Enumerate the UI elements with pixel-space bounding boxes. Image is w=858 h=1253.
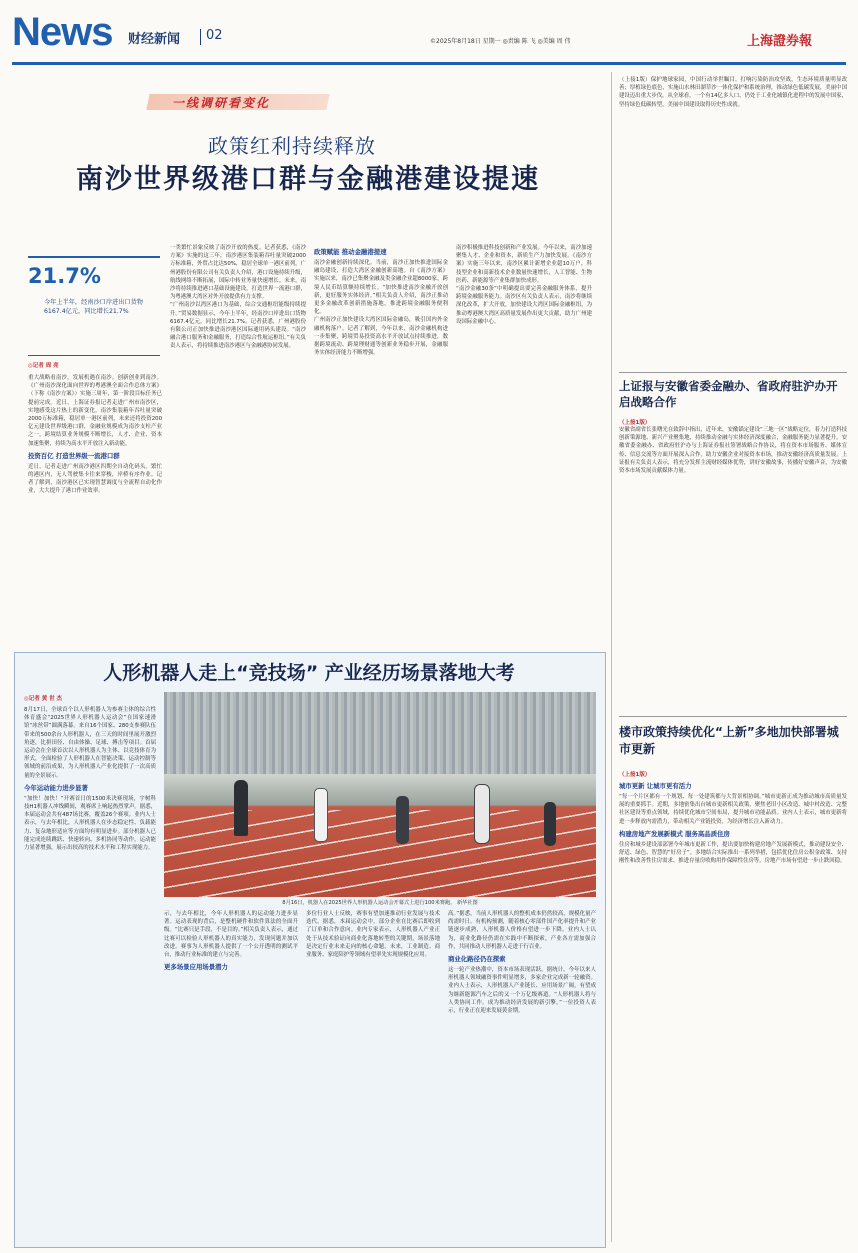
story3-subhead-a: 城市更新 让城市更有活力 [619,782,692,790]
stat-box [28,256,160,348]
stadium-crowd [164,692,596,774]
robot-race-photo [164,692,596,897]
right-column-divider [611,72,612,1242]
lead-headline: 南沙世界级港口群与金融港建设提速 [76,164,540,195]
story3-subhead-b: 构建房地产发展新模式 服务高品质住房 [619,829,730,838]
robot-subhead-2: 更多场景应用场景潜力 [164,963,228,972]
story2-source: （上接1版） [619,420,651,426]
robot-subhead-1: 今年运动能力进步显著 [24,783,88,792]
lead-subtitle: 政策红利持续释放 [208,134,376,158]
robot-column-4: 高。”据悉，当前人形机器人的整机成本仍然较高，规模化量产尚需时日。有机构预测，随着核心零部件国产化率提升和产业链逐步成熟，人形机器人价格有望进一步下降。业内人士认为，商业化路径仍需在实践中不断探索，产业各方需加强合作，共同推动人形机器人走进千行百业。 商业化路径仍在探索 这一轮产业热潮中，资本市场表现活跃。据统计，今年以来人形机器人领域融资事件明显增多，多家企业完成新一轮融资。业内人士表示，人形机器人产业链长、应用场景广阔，有望成为继新能源汽车之后的又一个万亿级赛道。“人形机器人将与人类协同工作，成为推动经济发展的新引擎。”一位投资人表示，行业正在迎来发展黄金期。 [448,911,596,1015]
lead-byline: ◎记者 周 亮 [28,363,59,369]
paper-logo: 上海證券報 [747,34,813,49]
story3-headline: 楼市政策持续优化“上新”多地加快部署城市更新 [619,725,839,756]
robot-subhead-3: 商业化路径仍在探索 [448,955,506,964]
stat-caption: 今年上半年，经南沙口岸进出口货物6167.4亿元，同比增长21.7% [44,299,143,315]
right-rule-2 [619,716,847,717]
story2-body: （上接1版） 安徽省副省长张曙光在致辞中指出，近年来，安徽锚定建设“三地一区”战略定位，着力打造科技创新策源地、新兴产业聚集地，持续推动金融与实体经济深度融合，金融服务能力显著提升。安徽省委金融办、省政府驻沪办与上海证券报社签署战略合作协议，将在资本市场服务、媒体宣传、信息交流等方面开展深入合作，助力安徽企业对接资本市场，推动安徽经济高质量发展。上证报有关负责人表示，将充分发挥主流财经媒体优势，讲好安徽故事，传播好安徽声音，为安徽资本市场发展贡献媒体力量。 [619,420,847,475]
story2-headline: 上证报与安徽省委金融办、省政府驻沪办开启战略合作 [619,379,838,409]
story3-source: （上接1版） [619,772,651,778]
robot-byline: ◎记者 黄 世 杰 [24,696,63,702]
brand-logo: News [12,10,113,54]
section-name: 财经新闻 [128,32,181,47]
lead-column-1: 重大战略看南沙，发展机遇在南沙。创新创业到南沙。《广州南沙深化面向世界的粤港澳全面合作总体方案》（下称《南沙方案》）实施三周年，第一阶段目标任务已提前完成。近日，上海证券报记者走进广州市南沙区，实地感受这片热土的新变化。南沙集装箱年吞吐量突破2000万标准箱，稳居单一港区前列，未来还将投资200亿元建设世界级港口群，金融业规模成为南沙支柱产业之一，跨境结算业务规模不断增长，人才、企业、资本加速集聚，持续为高水平开放注入新动能。 投资百亿 打造世界级一流港口群 近日，记者走进广州南沙港区四期全自动化码头。繁忙的港区内，无人驾驶集卡往来穿梭，岸桥有序作业。记者了解到，南沙港区已实现智慧调度与全流程自动化作业，大大提升了港口作业效率。 [28,375,162,495]
robot-column-1: 8月17日，全球首个以人形机器人为参赛主体的综合性体育盛会“2025世界人形机器人运动会”在国家速滑馆“冰丝带”圆满落幕。来自16个国家、280支参赛队伍带来的500余台人形机器人，在三天的时间里展开激烈角逐，比拼田径、自由体操、足球、搏击等项目。首届运动会在全球首次以人形机器人为主体、以竞技体育为形式，全面检验了人形机器人在智能决策、运动控制等领域的前沿成果，为人形机器人产业化提供了一次高质量的全景展示。 今年运动能力进步显著 “加快！加快！”开赛首日的1500米决赛现场，宇树科技H1机器人冲线瞬间，观赛席上响起热烈掌声。据悉，本届运动会共有487场比赛，覆盖26个赛项。业内人士表示，与去年相比，人形机器人在步态稳定性、负载能力、复杂地形适应等方面均有明显进步。部分机器人已能完成连续跳跃、快速转向、多机协同等动作，运动能力显著增强，展示出较高的技术水平和工程实现能力。 [24,707,156,852]
right-column-intro: （上接1版）保护地球家园，中国行动举世瞩目。打响污染防治攻坚战，生态环境质量明显改善；厚植绿色底色，实施山水林田湖草沙一体化保护和系统治理，推动绿色低碳发展，美丽中国建设迈出重大步伐。从全球看，一个有14亿多人口、仍处于工业化城镇化进程中的发展中国家，坚持绿色低碳转型，美丽中国建设取得历史性成就。 [619,77,847,108]
lead-subhead-1: 投资百亿 打造世界级一流港口群 [28,451,120,460]
robot-headline: 人形机器人走上“竞技场” 产业经历场景落地大考 [103,662,515,684]
page-number: 02 [206,28,223,43]
lead-column-3: 政策赋能 推动金融港提速 南沙金融创新持续深化。当前，南沙正加快推进国际金融岛建设，打造大湾区金融创新高地。自《南沙方案》实施以来，南沙已集聚金融及类金融企业超8000家，跨境人民币结算额持续增长。“加快推进南沙金融开放创新，更好服务实体经济。”相关负责人介绍，南沙正推动更多金融改革创新措施落地，推进跨境金融服务便利化。 广州南沙正加快建设大湾区国际金融岛，吸引国内外金融机构落户。记者了解到，今年以来，南沙金融机构进一步集聚，跨境贸易投资高水平开放试点持续推进，数据跨境流动、跨境理财通等创新业务稳步开展，金融服务实体经济能力不断增强。 [314,248,448,357]
lead-column-4: 南沙积极推进科技创新和产业发展。今年以来，南沙加速聚集人才、企业和资本，新质生产力加快发展。《南沙方案》实施三年以来，南沙区累计新增企业超10万户，科技型企业和高新技术企业数量快速增长，人工智能、生物医药、新能源等产业集群加快成形。 “南沙金融30条”中明确提出要完善金融服务体系，提升跨境金融服务能力。南沙区有关负责人表示，南沙将继续深化改革，扩大开放，加快建设大湾区国际金融枢纽，为推动粤港澳大湾区高质量发展作出更大贡献，助力广州建设国际金融中心。 [456,245,592,325]
robot-figure-1 [234,780,248,836]
lead-subhead-2: 政策赋能 推动金融港提速 [314,248,387,256]
photo-caption: 8月16日，机器人在2025世界人形机器人运动会开幕式上进行100米赛跑。 新华社图 [282,900,478,906]
robot-figure-5 [544,802,556,846]
right-rule-1 [619,372,847,373]
kicker: 一线调研看变化 [172,96,271,110]
robot-column-2: 示，与去年相比，今年人形机器人的运动能力进步显著。运动表现的背后，是整机硬件和软件算法的全面升级。“比赛只是手段，不是目的。”相关负责人表示，通过比赛可以检验人形机器人的真实能力，发现问题并加以改进。赛事为人形机器人提供了一个公开透明的测试平台，推动行业标准的建立与完善。 更多场景应用场景潜力 [164,911,298,972]
robot-column-3: 多位行业人士反映，赛事有望加速推动行业发展与技术迭代。据悉，本届运动会中，部分企业在比赛后即收到了订单和合作意向。业内专家表示，人形机器人产业正处于从技术验证向商业化落地转型的关键期，场景落地是决定行业未来走向的核心命题。未来，工业制造、商业服务、家庭陪护等领域有望率先实现规模化应用。 [306,911,440,959]
robot-figure-2 [314,788,328,842]
stat-value: 21.7% [28,264,101,288]
story3-body: （上接1版） 城市更新 让城市更有活力 “每一个片区都有一个规划、每一处建筑都与大背景相协调。”城市更新正成为推动城市高质量发展的重要抓手。近期，多地密集出台城市更新相关政策，聚焦老旧小区改造、城中村改造、完整社区建设等重点领域，持续优化城市空间布局，提升城市功能品质。业内人士表示，城市更新将进一步释放内需潜力，带动相关产业链投资，为经济增长注入新动力。 构建房地产发展新模式 服务高品质住房 住房和城乡建设部部署今年城市更新工作，提出要加快构建房地产发展新模式，推动建设安全、舒适、绿色、智慧的“好房子”。多地结合实际推出一系列举措，包括优化住房公积金政策、支持刚性和改善性住房需求、推进存量房收购用作保障性住房等，房地产市场有望进一步止跌回稳。 [619,772,847,865]
masthead-rule [12,62,846,65]
track-lanes [164,810,596,897]
robot-figure-3 [396,796,409,844]
issue-date: ©2025年8月18日 星期一 ◎责编 陈 飞 ◎美编 周 伟 [430,38,571,45]
masthead [0,0,858,62]
robot-figure-4 [474,784,490,844]
section-divider [200,29,201,45]
lead-column-2: 一类繁忙景象反映了南沙开放的热度。记者获悉，《南沙方案》实施的这三年，南沙港区集装箱吞吐量突破2000万标准箱，外贸占比达50%，稳居全球单一港区前列。广州港股份有限公司有关负责人介绍，港口设施持续升级，航线网络不断拓展，国际中转业务量快速增长。未来，南沙将持续推进港口基础设施建设，打造世界一流港口群，为粤港澳大湾区对外开放提供有力支撑。 “广州南沙以湾区港口为基础，综合交通枢纽能级持续提升。”贸易数据显示，今年上半年，经南沙口岸进出口货物6167.4亿元，同比增长21.7%。记者获悉，广州港股份有限公司正加快推进南沙港区国际通用码头建设。“南沙融合港口服务和金融服务，打造综合性航运枢纽。”有关负责人表示，将持续推进南沙港区与金融港协同发展。 [170,245,306,350]
stat-rule [28,355,160,356]
